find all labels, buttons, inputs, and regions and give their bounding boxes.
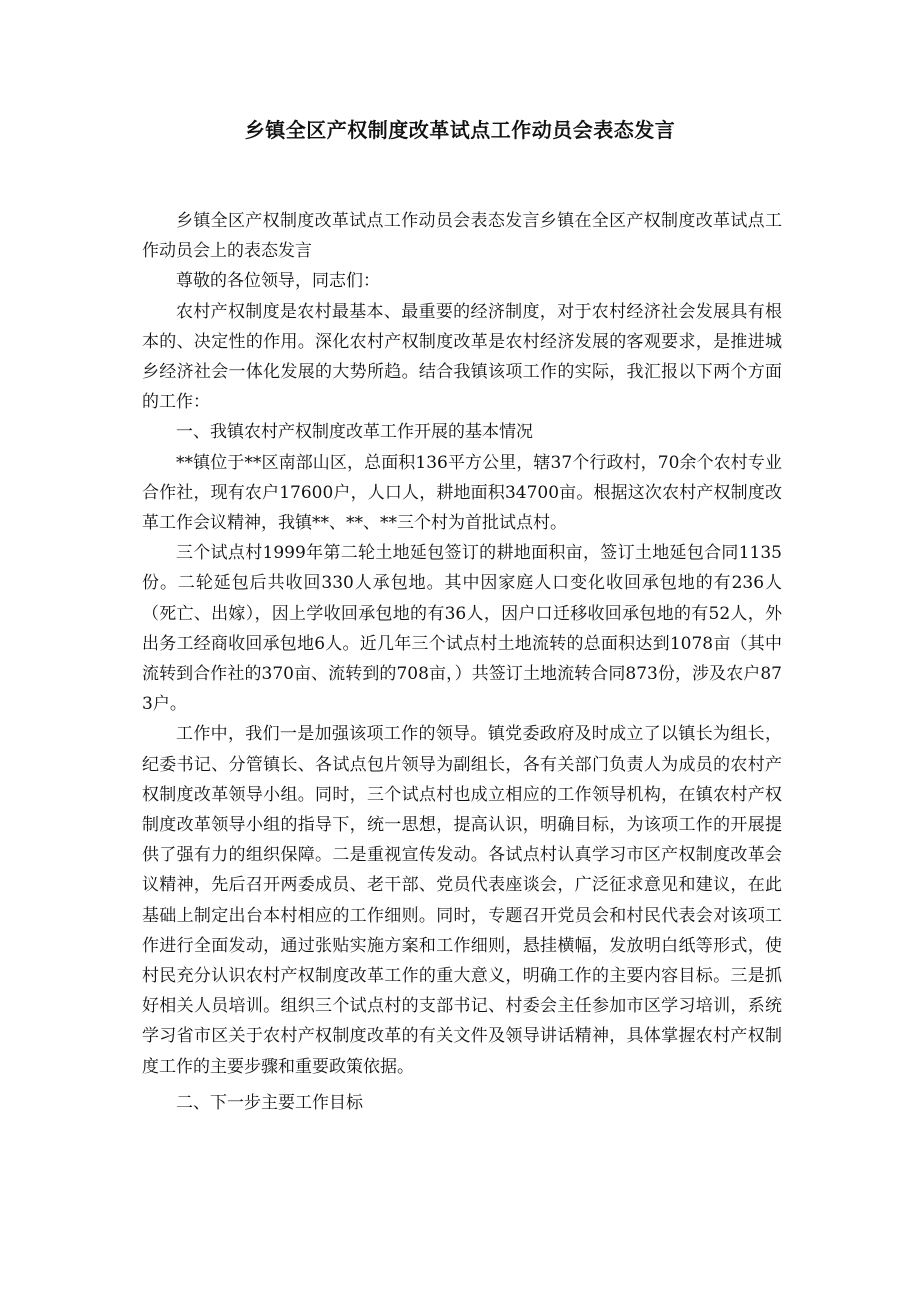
work-measures-paragraph: 工作中，我们一是加强该项工作的领导。镇党委政府及时成立了以镇长为组长，纪委书记、分管镇长、各试点包片领导为副组长，各有关部门负责人为成员的农村产权制度改革领导小组。同时，三个试点村也成立相应的工作领导机构，在镇农村产权制度改革领导小组的指导下，统一思想，提高认识，明确目标，为该项工作的开展提供了强有力的组织保障。二是重视宣传发动。各试点村认真学习市区产权制度改革会议精神，先后召开两委成员、老干部、党员代表座谈会，广泛征求意见和建议，在此基础上制定出台本村相应的工作细则。同时，专题召开党员会和村民代表会对该项工作进行全面发动，通过张贴实施方案和工作细则，悬挂横幅，发放明白纸等形式，使村民充分认识农村产权制度改革工作的重大意义，明确工作的主要内容目标。三是抓好相关人员培训。组织三个试点村的支部书记、村委会主任参加市区学习培训，系统学习省市区关于农村产权制度改革的有关文件及领导讲话精神，具体掌握农村产权制度工作的主要步骤和重要政策依据。 — [142, 724, 782, 1077]
opening-paragraph: 农村产权制度是农村最基本、最重要的经济制度，对于农村经济社会发展具有根本的、决定性的作用。深化农村产权制度改革是农村经济发展的客观要求，是推进城乡经济社会一体化发展的大势所趋。结合我镇该项工作的实际，我汇报以下两个方面的工作： — [142, 301, 782, 413]
town-overview-paragraph: **镇位于**区南部山区，总面积136平方公里，辖37个行政村，70余个农村专业合作社，现有农户17600户，人口人，耕地面积34700亩。根据这次农村产权制度改革工作会议精神，我镇**、**、**三个村为首批试点村。 — [142, 452, 782, 534]
document-body — [142, 206, 782, 1118]
section-heading-1: 一、我镇农村产权制度改革工作开展的基本情况 — [176, 422, 533, 443]
intro-paragraph: 乡镇全区产权制度改革试点工作动员会表态发言乡镇在全区产权制度改革试点工作动员会上的表态发言 — [142, 211, 782, 262]
section-heading-2: 二、下一步主要工作目标 — [176, 1092, 363, 1113]
pilot-village-paragraph: 三个试点村1999年第二轮土地延包签订的耕地面积亩，签订土地延包合同1135份。二轮延包后共收回330人承包地。其中因家庭人口变化收回承包地的有236人（死亡、出嫁），因上学收回承包地的有36人，因户口迁移收回承包地的有52人，外出务工经商收回承包地6人。近几年三个试点村土地流转的总面积达到1078亩（其中流转到合作社的370亩、流转到的708亩，）共签订土地流转合同873份，涉及农户873户。 — [142, 543, 782, 715]
salutation-paragraph: 尊敬的各位领导，同志们： — [176, 271, 380, 292]
document-title: 乡镇全区产权制度改革试点工作动员会表态发言 — [244, 118, 676, 142]
